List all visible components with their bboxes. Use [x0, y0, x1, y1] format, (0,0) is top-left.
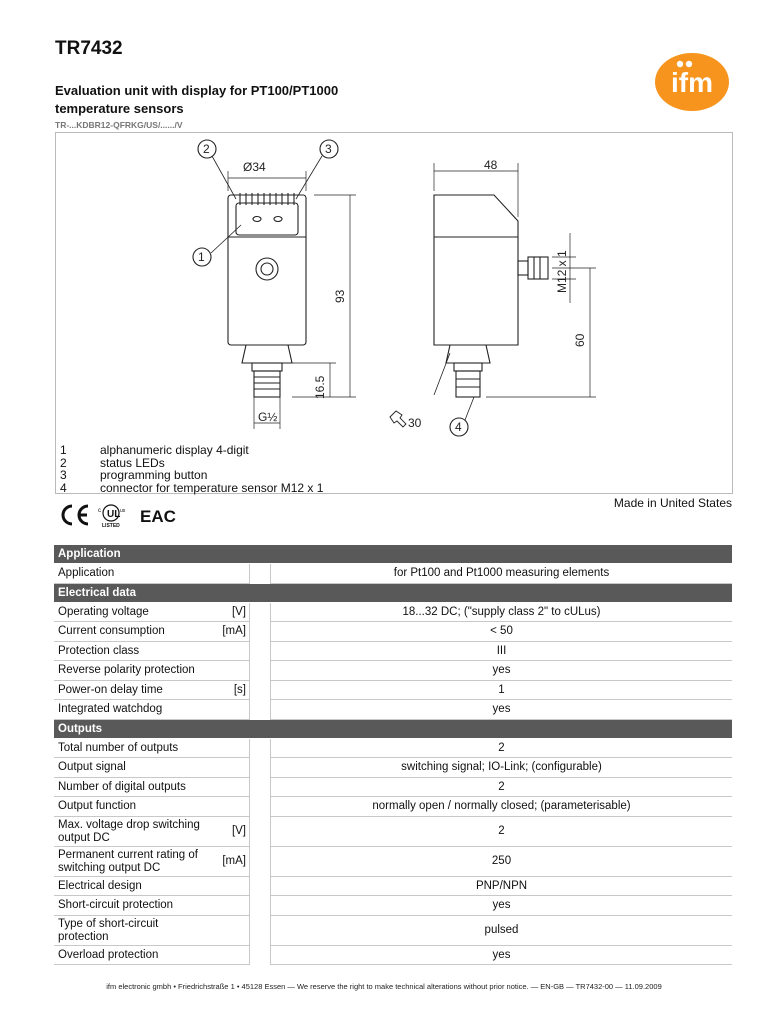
table-row: Output signal switching signal; IO-Link; (configurable)	[54, 758, 732, 778]
connector-port	[256, 258, 278, 280]
section-header: Application	[54, 545, 732, 564]
legend-item: 1 alphanumeric display 4-digit	[60, 443, 249, 457]
ifm-logo	[654, 52, 730, 112]
side-housing	[434, 195, 518, 345]
certification-marks	[58, 502, 176, 529]
subtitle-line-2: temperature sensors	[55, 101, 184, 116]
page-footer: ifm electronic gmbh • Friedrichstraße 1 • 45128 Essen — We reserve the right to make technical alterations without prior notice. — EN-GB — TR7432-00 — 11.09.2009	[106, 982, 662, 991]
table-row: Overload protection yes	[54, 946, 732, 966]
drawing-legend	[60, 444, 323, 494]
legend-item: 2 status LEDs	[60, 455, 165, 470]
table-row: Integrated watchdog yes	[54, 700, 732, 720]
order-code: TR-...KDBR12-QFRKG/US/....../V	[55, 120, 183, 130]
table-row: Protection class III	[54, 642, 732, 662]
technical-drawing	[56, 133, 732, 493]
table-row: Total number of outputs 2	[54, 739, 732, 759]
front-housing	[228, 195, 306, 345]
table-row: Operating voltage [V] 18...32 DC; ("supply class 2" to cULus)	[54, 603, 732, 623]
dimension-drawing	[55, 132, 733, 494]
display-window	[236, 203, 298, 235]
made-in-label: Made in United States	[613, 496, 732, 510]
dim-connector: M12 x 1	[555, 250, 569, 293]
dim-60: 60	[573, 333, 587, 347]
table-row: Type of short-circuit protection pulsed	[54, 916, 732, 946]
logo-text: ifm	[671, 67, 713, 98]
svg-text:c: c	[98, 508, 101, 514]
table-row: Short-circuit protection yes	[54, 896, 732, 916]
callout-2: 2	[203, 142, 210, 156]
legend-item: 3 programming button	[60, 468, 208, 482]
svg-text:LISTED: LISTED	[102, 523, 120, 529]
cul-listed-icon	[98, 505, 126, 529]
callout-4: 4	[455, 420, 462, 434]
svg-text:us: us	[120, 508, 126, 514]
ce-mark-icon	[63, 506, 88, 524]
page-title: TR7432	[55, 38, 123, 59]
legend-item: 4 connector for temperature sensor M12 x 1	[60, 480, 324, 495]
dim-base: 16.5	[313, 375, 327, 399]
table-row: Power-on delay time [s] 1	[54, 681, 732, 701]
table-row: Permanent current rating of switching output DC [mA] 250	[54, 847, 732, 877]
table-row: Current consumption [mA] < 50	[54, 622, 732, 642]
product-subtitle	[55, 82, 375, 118]
section-header: Electrical data	[54, 584, 732, 603]
section-header: Outputs	[54, 720, 732, 739]
dim-width: 48	[484, 158, 498, 172]
dim-wrench: 30	[408, 416, 422, 430]
table-row: Application for Pt100 and Pt1000 measuring elements	[54, 564, 732, 584]
dim-height: 93	[333, 289, 347, 303]
subtitle-line-1: Evaluation unit with display for PT100/PT1000	[55, 83, 339, 98]
svg-text:CE: CE	[58, 502, 60, 503]
table-row: Reverse polarity protection yes	[54, 661, 732, 681]
callout-1: 1	[198, 250, 205, 264]
dim-thread: G½	[258, 410, 278, 424]
eac-mark-icon: EAC	[140, 507, 176, 526]
dim-diameter: Ø34	[243, 160, 266, 174]
callout-3: 3	[325, 142, 332, 156]
spec-table	[54, 545, 732, 965]
table-row: Max. voltage drop switching output DC [V] 2	[54, 817, 732, 847]
table-row: Number of digital outputs 2	[54, 778, 732, 798]
table-row: Electrical design PNP/NPN	[54, 877, 732, 897]
table-row: Output function normally open / normally closed; (parameterisable)	[54, 797, 732, 817]
svg-text:UL: UL	[107, 509, 121, 520]
